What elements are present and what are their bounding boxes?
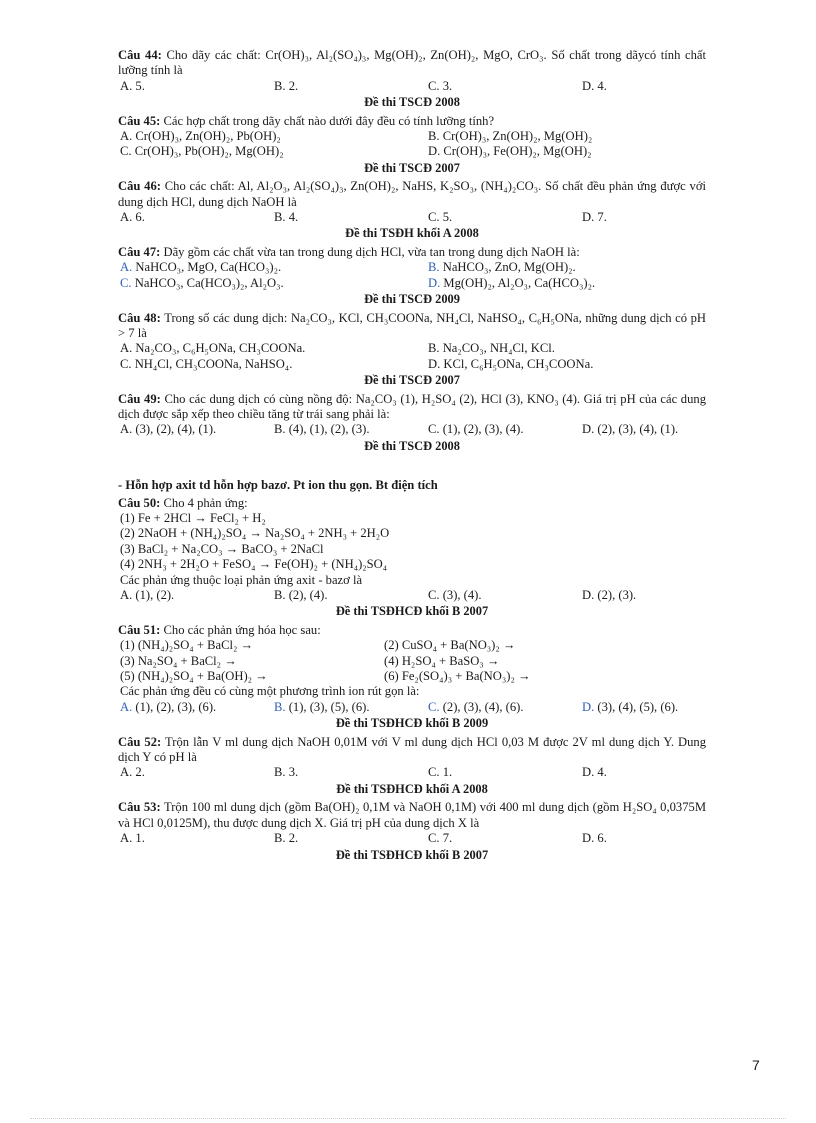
- option-text: Mg(OH)₂, Al₂O₃, Ca(HCO₃)₂.: [443, 275, 596, 290]
- option-a: A. 1.: [120, 831, 145, 846]
- option-text: (3), (4), (5), (6).: [597, 699, 679, 714]
- option-c: C. 3.: [428, 78, 453, 93]
- option-d: D. 4.: [582, 78, 607, 93]
- question-text: Cho các dung dịch có cùng nồng độ: Na₂CO₃ (1), H₂SO₄ (2), HCl (3), KNO₃ (4). Giá trị pH của các dung dịch được sắp xếp theo chiều tăng từ trái sang phải là:: [118, 391, 706, 421]
- option-d: D. 4.: [582, 765, 607, 780]
- question-48: Câu 48: Trong số các dung dịch: Na₂CO₃, KCl, CH₃COONa, NH₄Cl, NaHSO₄, C₆H₅ONa, những dung dịch có pH > 7 là A. Na₂CO₃, C₆H₅ONa, CH₃COONa. B. Na₂CO₃, NH₄Cl, KCl. C. NH₄Cl, CH₃COONa, NaHSO₄. D. KCl, C₆H₅ONa, CH₃COONa. Đề thi TSCĐ 2007: [118, 310, 707, 388]
- question-prompt: Các phản ứng thuộc loại phản ứng axit - bazơ là: [120, 572, 363, 587]
- reaction-item: (6) Fe₂(SO₄)₃ + Ba(NO₃)₂ →: [384, 669, 531, 684]
- option-b: B. 2.: [274, 831, 299, 846]
- option-letter: B.: [274, 699, 286, 714]
- option-text: NaHCO₃, MgO, Ca(HCO₃)₂.: [135, 260, 282, 275]
- question-52: Câu 52: Trộn lẫn V ml dung dịch NaOH 0,01M với V ml dung dịch HCl 0,03 M được 2V ml dung dịch Y. Dung dịch Y có pH là A. 2. B. 3. C. 1. D. 4. Đề thi TSĐHCĐ khối A 2008: [118, 734, 707, 796]
- reaction-line: (1) Fe + 2HCl → FeCl₂ + H₂: [120, 510, 266, 525]
- question-text: Cho các phản ứng hóa học sau:: [163, 622, 321, 637]
- page-bottom-divider: [30, 1118, 786, 1119]
- reaction-line: (4) 2NH₃ + 2H₂O + FeSO₄ → Fe(OH)₂ + (NH₄)₂SO₄: [120, 557, 388, 572]
- option-a: A. Cr(OH)₃, Zn(OH)₂, Pb(OH)₂: [120, 129, 281, 144]
- reaction-line: (3) BaCl₂ + Na₂CO₃ → BaCO₃ + 2NaCl: [120, 541, 324, 556]
- option-d: D. (2), (3), (4), (1).: [582, 422, 679, 437]
- option-a: A. 5.: [120, 78, 145, 93]
- option-letter: C.: [428, 699, 440, 714]
- question-label: Câu 51: [118, 622, 157, 637]
- option-b: [428, 260, 706, 275]
- question-46: Câu 46: Cho các chất: Al, Al₂O₃, Al₂(SO₄)₃, Zn(OH)₂, NaHS, K₂SO₃, (NH₄)₂CO₃. Số chất đều phản ứng được với dung dịch HCl, dung dịch NaOH là A. 6. B. 4. C. 5. D. 7. Đề thi TSĐH khối A 2008: [118, 179, 707, 241]
- question-45: Câu 45: Các hợp chất trong dãy chất nào dưới đây đều có tính lưỡng tính? A. Cr(OH)₃, Zn(OH)₂, Pb(OH)₂ B. Cr(OH)₃, Zn(OH)₂, Mg(OH)₂ C. Cr(OH)₃, Pb(OH)₂, Mg(OH)₂ D. Cr(OH)₃, Fe(OH)₂, Mg(OH)₂ Đề thi TSCĐ 2007: [118, 114, 706, 177]
- question-text: Cho dãy các chất: Cr(OH)₃, Al₂(SO₄)₃, Mg(OH)₂, Zn(OH)₂, MgO, CrO₃. Số chất trong dãycó tính chất lưỡng tính là: [118, 48, 706, 78]
- option-letter: D.: [428, 275, 441, 290]
- option-a: A. 2.: [120, 765, 145, 780]
- question-text: Cho 4 phản ứng:: [163, 495, 248, 510]
- option-a: [120, 260, 428, 275]
- exam-source: Đề thi TSCĐ 2007: [364, 160, 460, 175]
- option-letter: D.: [582, 699, 595, 714]
- option-letter: B.: [428, 260, 440, 275]
- option-c: C. (3), (4).: [428, 588, 482, 602]
- question-47: Câu 47: Dãy gồm các chất vừa tan trong dung dịch HCl, vừa tan trong dung dịch NaOH là: A. NaHCO₃, MgO, Ca(HCO₃)₂. B. NaHCO₃, ZnO, Mg(OH)₂. C. NaHCO₃, Ca(HCO₃)₂, Al₂O₃. D. Mg(OH)₂, Al₂O₃, Ca(HCO₃)₂. Đề thi TSCĐ 2009: [118, 245, 706, 308]
- option-d: [582, 700, 706, 715]
- option-b: B. Cr(OH)₃, Zn(OH)₂, Mg(OH)₂: [428, 129, 593, 144]
- question-label: Câu 46: [118, 179, 157, 194]
- question-text: Trộn 100 ml dung dịch (gồm Ba(OH)₂ 0,1M và NaOH 0,1M) với 400 ml dung dịch (gồm H₂SO₄ 0,0375M và HCl 0,0125M), thu được dung dịch X. Giá trị pH của dung dịch X là: [118, 800, 707, 830]
- option-letter: C.: [120, 275, 132, 290]
- option-b: B. 4.: [274, 210, 299, 225]
- question-label: Câu 53: [118, 800, 157, 815]
- question-label: Câu 45: [118, 113, 157, 128]
- page-number: 7: [752, 1057, 760, 1073]
- question-label: Câu 48: [118, 310, 157, 325]
- reaction-item: (4) H₂SO₄ + BaSO₃ →: [384, 653, 500, 668]
- option-c: C. (1), (2), (3), (4).: [428, 422, 524, 437]
- option-c: [428, 700, 582, 715]
- exam-source: Đề thi TSĐHCĐ khối B 2007: [335, 847, 489, 862]
- option-b: B. (2), (4).: [274, 588, 328, 602]
- question-label: Câu 44: [118, 48, 158, 62]
- option-d: D. (2), (3).: [582, 588, 637, 602]
- option-c: C. 7.: [428, 831, 453, 846]
- question-label: Câu 47: [118, 244, 157, 259]
- question-text: Trộn lẫn V ml dung dịch NaOH 0,01M với V ml dung dịch HCl 0,03 M được 2V ml dung dịch Y. Dung dịch Y có pH là: [118, 734, 707, 765]
- reaction-item: (3) Na₂SO₄ + BaCl₂ →: [120, 653, 237, 668]
- question-label: Câu 50: [118, 495, 157, 510]
- option-c: C. 1.: [428, 765, 453, 780]
- exam-source: Đề thi TSĐHCĐ khối B 2007: [335, 604, 489, 619]
- option-a: A. (3), (2), (4), (1).: [120, 422, 217, 437]
- option-b: [274, 700, 428, 715]
- option-d: D. 7.: [582, 210, 607, 225]
- exam-source: Đề thi TSĐH khối A 2008: [345, 226, 479, 241]
- question-50: Câu 50: Cho 4 phản ứng: (1) Fe + 2HCl → FeCl₂ + H₂ (2) 2NaOH + (NH₄)₂SO₄ → Na₂SO₄ + 2NH₃ + 2H₂O (3) BaCl₂ + Na₂CO₃ → BaCO₃ + 2NaCl (4) 2NH₃ + 2H₂O + FeSO₄ → Fe(OH)₂ + (NH₄)₂SO₄ Các phản ứng thuộc loại phản ứng axit - bazơ là A. (1), (2). B. (2), (4). C. (3), (4). D. (2), (3). Đề thi TSĐHCĐ khối B 2007: [118, 496, 706, 620]
- reaction-item: (2) CuSO₄ + Ba(NO₃)₂ →: [384, 638, 516, 653]
- question-text: Dãy gồm các chất vừa tan trong dung dịch HCl, vừa tan trong dung dịch NaOH là:: [163, 244, 580, 259]
- option-a: A. (1), (2).: [120, 588, 175, 602]
- option-c: C. NH₄Cl, CH₃COONa, NaHSO₄.: [120, 356, 293, 371]
- option-text: (2), (3), (4), (6).: [442, 699, 524, 714]
- question-53: Câu 53: Trộn 100 ml dung dịch (gồm Ba(OH)₂ 0,1M và NaOH 0,1M) với 400 ml dung dịch (gồm H₂SO₄ 0,0375M và HCl 0,0125M), thu được dung dịch X. Giá trị pH của dung dịch X là A. 1. B. 2. C. 7. D. 6. Đề thi TSĐHCĐ khối B 2007: [118, 800, 707, 862]
- option-d: D. 6.: [582, 831, 607, 846]
- question-label: Câu 49: [118, 391, 157, 406]
- question-label: Câu 52: [118, 734, 158, 749]
- option-a: A. Na₂CO₃, C₆H₅ONa, CH₃COONa.: [120, 341, 306, 356]
- option-b: B. Na₂CO₃, NH₄Cl, KCl.: [428, 341, 555, 356]
- exam-source: Đề thi TSCĐ 2008: [364, 438, 460, 453]
- exam-source: Đề thi TSCĐ 2007: [364, 373, 460, 388]
- option-text: NaHCO₃, Ca(HCO₃)₂, Al₂O₃.: [134, 275, 284, 290]
- question-prompt: Các phản ứng đều có cùng một phương trình ion rút gọn là:: [120, 684, 420, 699]
- exam-source: Đề thi TSĐHCĐ khối A 2008: [336, 781, 488, 796]
- option-text: NaHCO₃, ZnO, Mg(OH)₂.: [442, 260, 576, 275]
- question-text: Các hợp chất trong dãy chất nào dưới đây đều có tính lưỡng tính?: [163, 113, 495, 128]
- document-body: [118, 46, 706, 866]
- question-51: Câu 51: Cho các phản ứng hóa học sau: (1) (NH₄)₂SO₄ + BaCl₂ → (2) CuSO₄ + Ba(NO₃)₂ → (3) Na₂SO₄ + BaCl₂ → (4) H₂SO₄ + BaSO₃ → (5) (NH₄)₂SO₄ + Ba(OH)₂ → (6) Fe₂(SO₄)₃ + Ba(NO₃)₂ → Các phản ứng đều có cùng một phương trình ion rút gọn là: A. (1), (2), (3), (6). B. (1), (3), (5), (6). C. (2), (3), (4), (6). D. (3), (4), (5), (6). Đề thi TSĐHCĐ khối B 2009: [118, 623, 706, 732]
- option-b: B. 2.: [274, 78, 299, 93]
- option-b: B. 3.: [274, 765, 299, 780]
- option-c: C. Cr(OH)₃, Pb(OH)₂, Mg(OH)₂: [120, 144, 284, 159]
- question-49: Câu 49: Cho các dung dịch có cùng nồng độ: Na₂CO₃ (1), H₂SO₄ (2), HCl (3), KNO₃ (4). Giá trị pH của các dung dịch được sắp xếp theo chiều tăng từ trái sang phải là: A. (3), (2), (4), (1). B. (4), (1), (2), (3). C. (1), (2), (3), (4). D. (2), (3), (4), (1). Đề thi TSCĐ 2008: [118, 391, 706, 453]
- option-letter: A.: [120, 260, 133, 275]
- section-heading: - Hỗn hợp axit td hỗn hợp bazơ. Pt ion thu gọn. Bt điện tích: [118, 478, 438, 493]
- exam-source: Đề thi TSCĐ 2008: [364, 95, 460, 110]
- reaction-line: (2) 2NaOH + (NH₄)₂SO₄ → Na₂SO₄ + 2NH₃ + 2H₂O: [120, 526, 390, 541]
- option-c: [120, 276, 428, 291]
- question-text: Trong số các dung dịch: Na₂CO₃, KCl, CH₃COONa, NH₄Cl, NaHSO₄, C₆H₅ONa, những dung dịch có pH > 7 là: [118, 310, 707, 340]
- exam-source: Đề thi TSĐHCĐ khối B 2009: [335, 716, 489, 731]
- exam-source: Đề thi TSCĐ 2009: [364, 292, 460, 307]
- option-b: B. (4), (1), (2), (3).: [274, 422, 370, 437]
- option-text: (1), (2), (3), (6).: [135, 699, 217, 714]
- option-d: [428, 276, 706, 291]
- option-text: (1), (3), (5), (6).: [288, 699, 370, 714]
- option-d: D. Cr(OH)₃, Fe(OH)₂, Mg(OH)₂: [428, 144, 592, 159]
- reaction-item: (5) (NH₄)₂SO₄ + Ba(OH)₂ →: [120, 669, 268, 684]
- reaction-item: (1) (NH₄)₂SO₄ + BaCl₂ →: [120, 638, 254, 653]
- option-c: C. 5.: [428, 210, 453, 225]
- option-d: D. KCl, C₆H₅ONa, CH₃COONa.: [428, 356, 594, 371]
- option-a: [120, 700, 274, 715]
- option-letter: A.: [120, 699, 133, 714]
- question-44: Câu 44: Cho dãy các chất: Cr(OH)₃, Al₂(SO₄)₃, Mg(OH)₂, Zn(OH)₂, MgO, CrO₃. Số chất trong dãycó tính chất lưỡng tính là A. 5. B. 2. C. 3. D. 4. Đề thi TSCĐ 2008: [118, 48, 706, 110]
- question-text: Cho các chất: Al, Al₂O₃, Al₂(SO₄)₃, Zn(OH)₂, NaHS, K₂SO₃, (NH₄)₂CO₃. Số chất đều phản ứng được với dung dịch HCl, dung dịch NaOH là: [118, 179, 707, 209]
- option-a: A. 6.: [120, 210, 145, 225]
